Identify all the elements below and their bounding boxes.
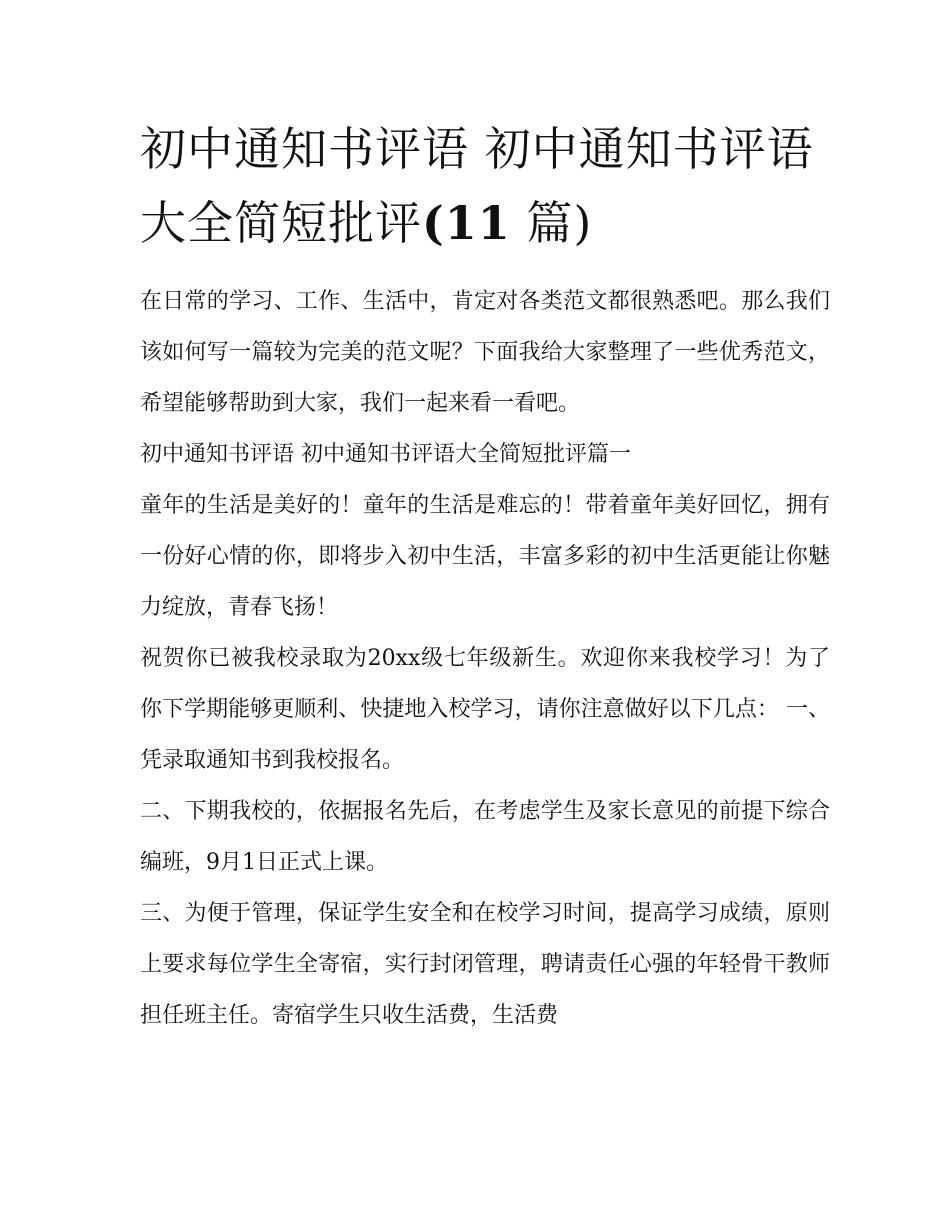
title-count: (11 [422, 196, 511, 250]
intro-paragraph: 在日常的学习、工作、生活中，肯定对各类范文都很熟悉吧。那么我们该如何写一篇较为完美的范文呢？下面我给大家整理了一些优秀范文，希望能够帮助到大家，我们一起来看一看吧。 [140, 289, 830, 416]
title-suffix: 篇) [510, 196, 593, 250]
document-title [140, 112, 820, 260]
document-body [140, 276, 830, 1041]
section-heading: 初中通知书评语 初中通知书评语大全简短批评篇一 [140, 442, 631, 467]
title-text: 初中通知书评语 初中通知书评语大全简短批评 [140, 122, 814, 250]
body-paragraph: 祝贺你已被我校录取为20xx级七年级新生。欢迎你来我校学习！为了你下学期能够更顺利、快捷地入校学习，请你注意做好以下几点： 一、凭录取通知书到我校报名。 [140, 646, 830, 773]
body-paragraph: 三、为便于管理，保证学生安全和在校学习时间，提高学习成绩，原则上要求每位学生全寄宿，实行封闭管理，聘请责任心强的年轻骨干教师担任班主任。寄宿学生只收生活费，生活费 [140, 901, 830, 1028]
body-paragraph: 童年的生活是美好的！童年的生活是难忘的！带着童年美好回忆，拥有一份好心情的你，即将步入初中生活，丰富多彩的初中生活更能让你魅力绽放，青春飞扬！ [140, 493, 830, 620]
body-paragraph: 二、下期我校的，依据报名先后，在考虑学生及家长意见的前提下综合编班，9月1日正式上课。 [140, 799, 830, 875]
